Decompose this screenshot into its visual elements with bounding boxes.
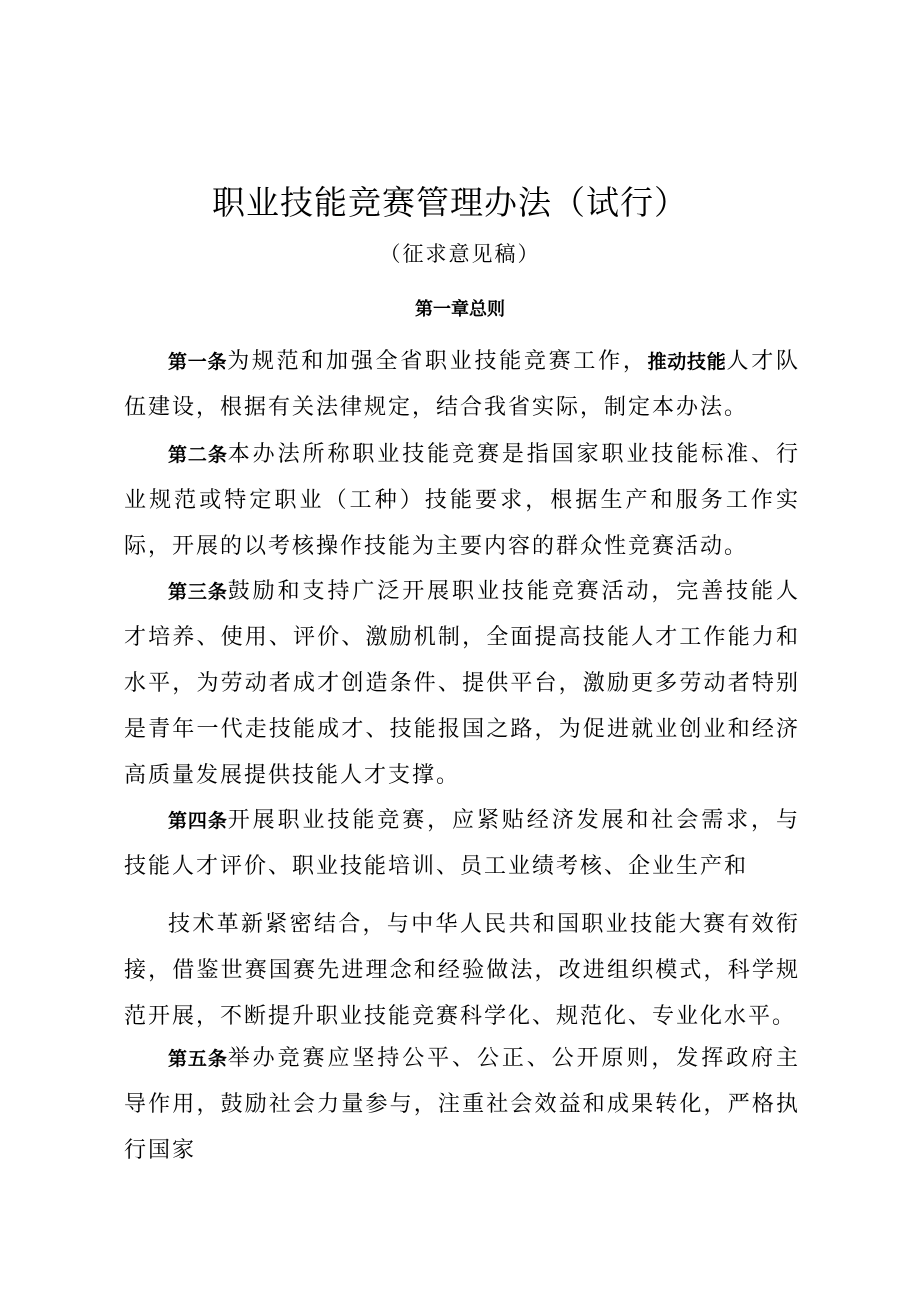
article-5-text: 举办竞赛应坚持公平、公正、公开原则，发挥政府主导作用，鼓励社会力量参与，注重社会效益和成果转化，严格执行国家 <box>124 1046 800 1163</box>
article-1-text-after: 人才队伍建设，根据有关法律规定，结合我省实际，制定本办法。 <box>124 349 800 420</box>
article-1-text-before: 为规范和加强全省职业技能竞赛工作， <box>227 349 648 374</box>
article-2 <box>124 432 800 570</box>
article-2-text: 本办法所称职业技能竞赛是指国家职业技能标准、行业规范或特定职业（工种）技能要求，根据生产和服务工作实际，开展的以考核操作技能为主要内容的群众性竞赛活动。 <box>124 442 800 559</box>
article-5 <box>124 1036 800 1174</box>
document-subtitle: （征求意见稿） <box>379 242 541 266</box>
article-3 <box>124 569 800 799</box>
article-4 <box>124 798 800 890</box>
article-5-label: 第五条 <box>168 1048 228 1070</box>
article-1-bold-inline: 推动技能 <box>647 351 727 373</box>
article-1 <box>124 339 800 431</box>
article-4-continuation <box>124 902 800 1040</box>
article-4-label: 第四条 <box>168 810 228 832</box>
chapter-heading: 第一章总则 <box>415 299 505 320</box>
article-3-label: 第三条 <box>168 581 228 603</box>
article-2-label: 第二条 <box>168 444 228 466</box>
article-4-continuation-text: 技术革新紧密结合，与中华人民共和国职业技能大赛有效衔接，借鉴世赛国赛先进理念和经验做法，改进组织模式，科学规范开展，不断提升职业技能竞赛科学化、规范化、专业化水平。 <box>124 912 800 1029</box>
article-4-text: 开展职业技能竞赛，应紧贴经济发展和社会需求，与技能人才评价、职业技能培训、员工业绩考核、企业生产和 <box>124 808 800 879</box>
article-3-text: 鼓励和支持广泛开展职业技能竞赛活动，完善技能人才培养、使用、评价、激励机制，全面提高技能人才工作能力和水平，为劳动者成才创造条件、提供平台，激励更多劳动者特别是青年一代走技能成才、技能报国之路，为促进就业创业和经济高质量发展提供技能人才支撑。 <box>124 579 800 788</box>
article-1-label: 第一条 <box>168 351 228 373</box>
document-title: 职业技能竞赛管理办法（试行） <box>212 183 688 222</box>
